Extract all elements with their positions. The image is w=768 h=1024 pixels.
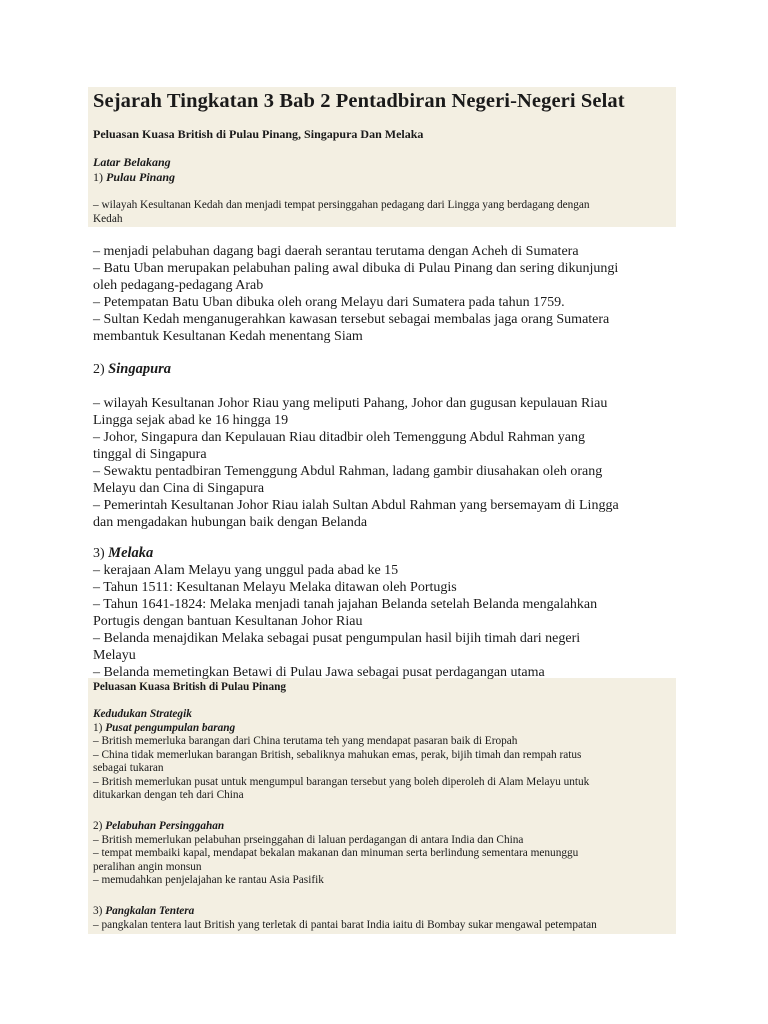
text-line: oleh pedagang-pedagang Arab [93, 278, 264, 293]
pulau-pinang-label: Pulau Pinang [106, 170, 176, 184]
melaka-points [93, 562, 675, 681]
s1-heading [93, 722, 675, 736]
text-line: – Pemerintah Kesultanan Johor Riau ialah Sultan Abdul Rahman yang bersemayam di Lingga [93, 498, 619, 513]
text-line: Melayu [93, 648, 136, 663]
text-line: sebagai tukaran [93, 762, 164, 774]
page-title: Sejarah Tingkatan 3 Bab 2 Pentadbiran Negeri-Negeri Selat [93, 90, 625, 112]
text-line: ditukarkan dengan teh dari China [93, 789, 244, 801]
title-block [93, 88, 675, 114]
text-line: – British memerlukan pelabuhan prseinggahan di laluan perdagangan di antara India dan China [93, 833, 524, 846]
text-line: – Batu Uban merupakan pelabuhan paling awal dibuka di Pulau Pinang dan sering dikunjungi [93, 261, 619, 276]
pulau-pinang-heading [93, 170, 675, 185]
s2-label: Pelabuhan Persinggahan [105, 820, 225, 832]
bottom-heading: Peluasan Kuasa British di Pulau Pinang [93, 681, 287, 693]
text-line: – British memerlukan pusat untuk mengumpul barangan tersebut yang boleh diperoleh di Alam Melayu untuk [93, 775, 590, 788]
singapura-label: Singapura [108, 361, 172, 377]
text-line: – Tahun 1511: Kesultanan Melayu Melaka ditawan oleh Portugis [93, 580, 457, 595]
text-line: Melayu dan Cina di Singapura [93, 481, 265, 496]
text-line: – British memerluka barangan dari China terutama teh yang mendapat pasaran baik di Eropah [93, 735, 518, 747]
s1-label: Pusat pengumpulan barang [105, 721, 236, 734]
text-line: – pangkalan tentera laut British yang terletak di pantai barat India iaitu di Bombay sukar mengawal petempatan [93, 918, 597, 931]
s2-num: 2) [93, 820, 103, 832]
s1-num: 1) [93, 721, 103, 734]
bottom-heading-block [93, 681, 675, 695]
latar-line: – wilayah Kesultanan Kedah dan menjadi tempat persinggahan pedagang dari Lingga yang berdagang dengan [93, 199, 590, 211]
page-subtitle: Peluasan Kuasa British di Pulau Pinang, Singapura Dan Melaka [93, 127, 424, 141]
text-line: – memudahkan penjelajahan ke rantau Asia Pasifik [93, 874, 324, 886]
pulau-pinang-num: 1) [93, 170, 103, 184]
strategik-block [93, 708, 675, 803]
subtitle-block [93, 127, 675, 142]
text-line: – Johor, Singapura dan Kepulauan Riau ditadbir oleh Temenggung Abdul Rahman yang [93, 430, 585, 445]
text-line: – Belanda memetingkan Betawi di Pulau Jawa sebagai pusat perdagangan utama [93, 665, 545, 680]
s2-block [93, 820, 675, 888]
text-line: – Belanda menajdikan Melaka sebagai pusat pengumpulan hasil bijih timah dari negeri [93, 631, 581, 646]
text-line: tinggal di Singapura [93, 447, 207, 462]
text-line: – Petempatan Batu Uban dibuka oleh orang Melayu dari Sumatera pada tahun 1759. [93, 295, 565, 310]
text-line: – Sewaktu pentadbiran Temenggung Abdul Rahman, ladang gambir diusahakan oleh orang [93, 464, 603, 479]
melaka-num: 3) [93, 546, 105, 561]
strategik-heading: Kedudukan Strategik [93, 708, 192, 720]
text-line: membantuk Kesultanan Kedah menentang Siam [93, 329, 363, 344]
text-line: Lingga sejak abad ke 16 hingga 19 [93, 413, 289, 428]
singapura-num: 2) [93, 362, 105, 377]
latar-line: Kedah [93, 212, 123, 225]
latar-heading: Latar Belakang [93, 155, 171, 169]
text-line: dan mengadakan hubungan baik dengan Belanda [93, 515, 368, 530]
text-line: – Tahun 1641-1824: Melaka menjadi tanah jajahan Belanda setelah Belanda mengalahkan [93, 597, 598, 612]
s3-label: Pangkalan Tentera [105, 905, 195, 917]
s3-num: 3) [93, 905, 103, 917]
s2-heading [93, 820, 675, 834]
melaka-heading [93, 545, 675, 562]
text-line: – Sultan Kedah menganugerahkan kawasan tersebut sebagai membalas jaga orang Sumatera [93, 312, 610, 327]
singapura-heading [93, 361, 675, 378]
melaka-label: Melaka [108, 545, 154, 561]
latar-section [93, 155, 675, 185]
text-line: – tempat membaiki kapal, mendapat bekalan makanan dan minuman serta berlindung sementara menunggu [93, 847, 579, 859]
text-line: – wilayah Kesultanan Johor Riau yang meliputi Pahang, Johor dan gugusan kepulauan Riau [93, 396, 608, 411]
s3-block [93, 905, 675, 932]
text-line: – kerajaan Alam Melayu yang unggul pada abad ke 15 [93, 563, 399, 578]
latar-text [93, 199, 675, 226]
text-line: Portugis dengan bantuan Kesultanan Johor Riau [93, 614, 363, 629]
text-line: – menjadi pelabuhan dagang bagi daerah serantau terutama dengan Acheh di Sumatera [93, 244, 579, 259]
text-line: peralihan angin monsun [93, 860, 202, 873]
pinang-points [93, 243, 675, 345]
singapura-points [93, 395, 675, 531]
s3-heading [93, 905, 675, 919]
text-line: – China tidak memerlukan barangan British, sebaliknya mahukan emas, perak, bijih timah dan rempah ratus [93, 748, 582, 761]
